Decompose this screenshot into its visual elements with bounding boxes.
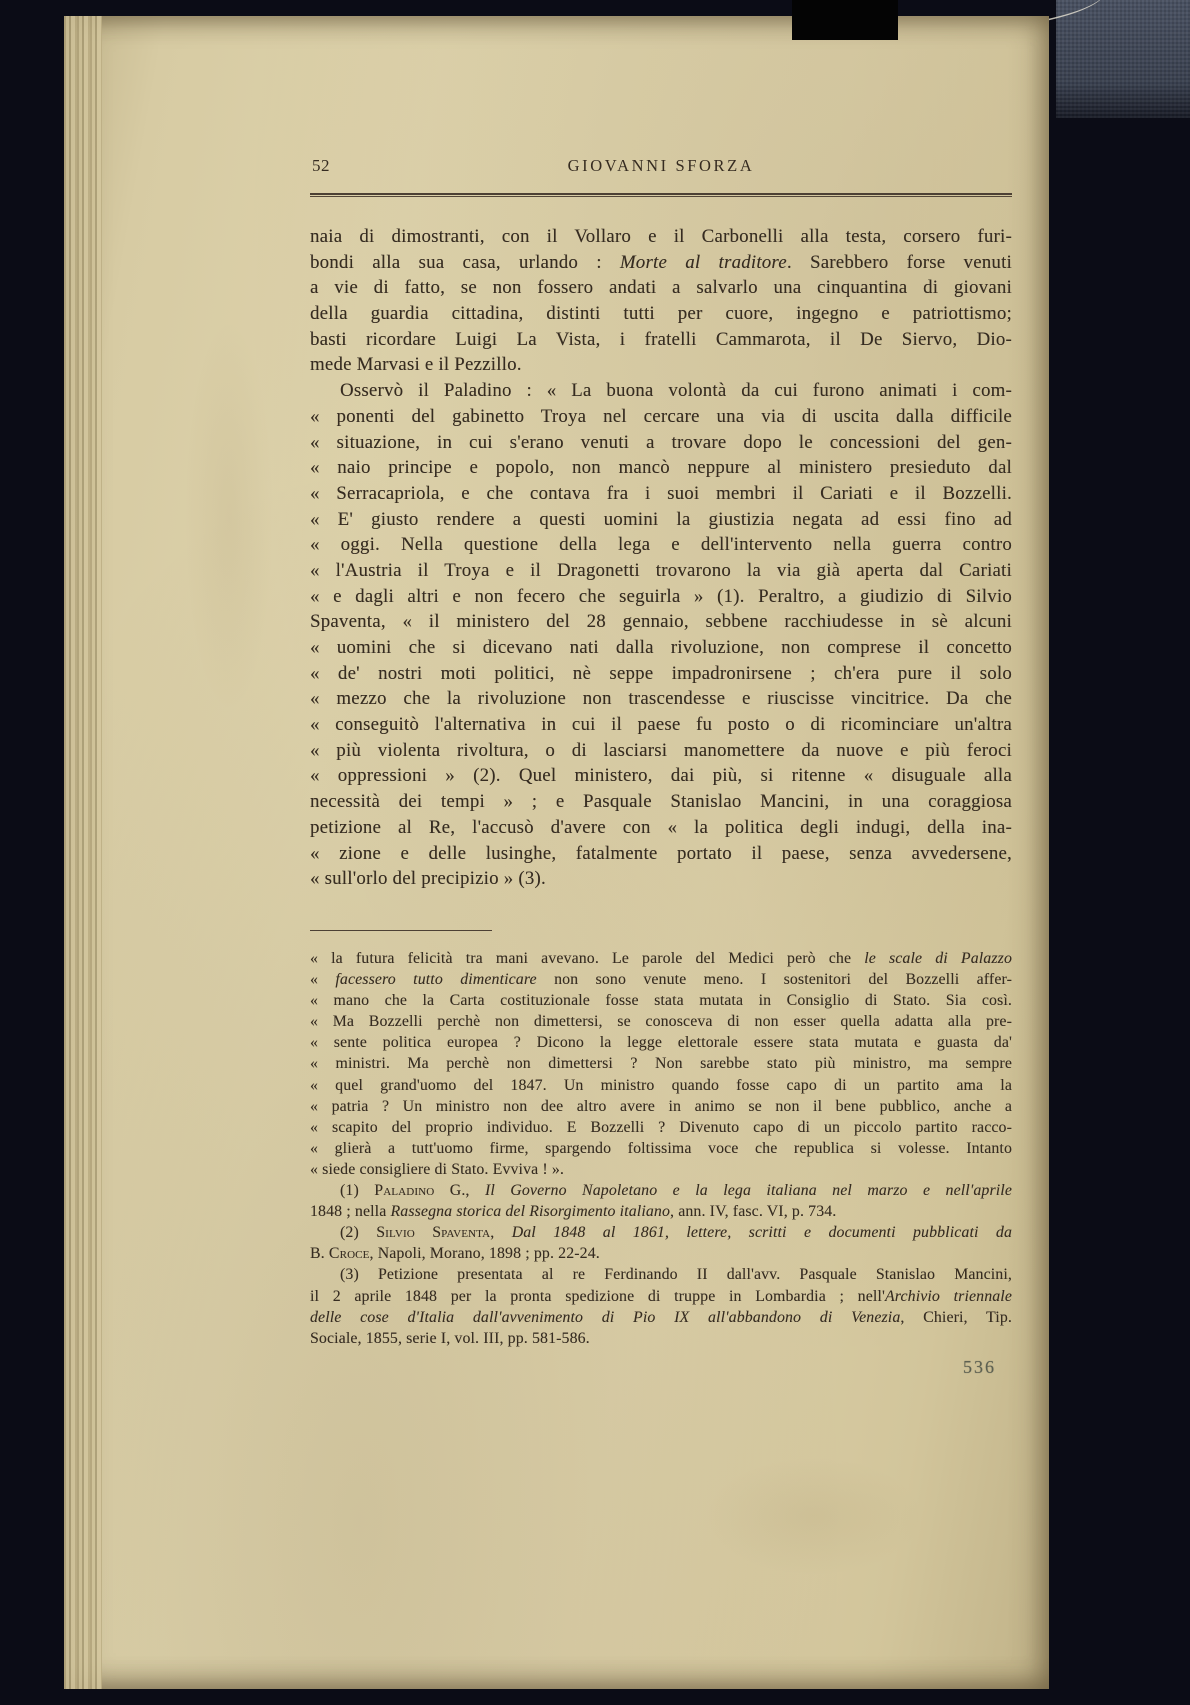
text-line: « zione e delle lusinghe, fatalmente portato il paese, senza avvedersene, xyxy=(310,842,1012,864)
small-caps-text: Silvio Spaventa xyxy=(376,1224,491,1242)
book-cover-cloth xyxy=(1056,0,1190,118)
paper-stain xyxy=(184,316,274,716)
text-line: Sociale, 1855, serie I, vol. III, pp. 581-586. xyxy=(310,1329,590,1347)
text-line: « siede consigliere di Stato. Evviva ! ». xyxy=(310,1160,565,1178)
text-line: « de' nostri moti politici, nè seppe impadronirsene ; ch'era pure il solo xyxy=(310,662,1012,684)
book-page xyxy=(64,16,1049,1689)
text-line: « patria ? Un ministro non dee altro avere in animo se non il bene pubblico, anche a xyxy=(310,1097,1012,1115)
text-line: « e dagli altri e non fecero che seguirla » (1). Peraltro, a giudizio di Silvio xyxy=(310,585,1012,607)
text-line: « mezzo che la rivoluzione non trascendesse e riuscisse vincitrice. Da che xyxy=(310,688,1012,710)
small-caps-text: Croce xyxy=(328,1245,370,1263)
text-line: naia di dimostranti, con il Vollaro e il Carbonelli alla testa, corsero furi- xyxy=(310,226,1012,247)
text-line: « scapito del proprio individuo. E Bozzelli ? Divenuto capo di un piccolo partito racco- xyxy=(310,1118,1012,1136)
page-header xyxy=(310,156,1012,180)
text-line: « oppressioni » (2). Quel ministero, dai più, si ritenne « disuguale alla xyxy=(310,765,1012,787)
paper-stain xyxy=(704,1456,924,1576)
text-line: « naio principe e popolo, non mancò neppure al ministero presieduto dal xyxy=(310,457,1012,479)
text-line: petizione al Re, l'accusò d'avere con « la politica degli indugi, della ina- xyxy=(310,816,1012,838)
text-line: « glierà a tutt'uomo firme, spargendo foltissima voce che republica si volesse. Intanto xyxy=(310,1139,1012,1157)
text-line: « uomini che si dicevano nati dalla rivoluzione, non comprese il concetto xyxy=(310,637,1012,658)
text-line: « conseguitò l'alternativa in cui il paese fu posto o di ricominciare un'altra xyxy=(310,714,1012,736)
text-line: « ministri. Ma perchè non dimettersi ? Non sarebbe stato più ministro, ma sempre xyxy=(310,1055,1012,1073)
text-line: mede Marvasi e il Pezzillo. xyxy=(310,354,522,376)
header-rule xyxy=(310,193,1012,197)
italic-text: le scale di Palazzo xyxy=(864,950,1012,967)
italic-text: Dal 1848 al 1861, lettere, scritti e documenti pubblicati da xyxy=(511,1224,1012,1242)
folio-stamp: 536 xyxy=(963,1357,996,1377)
text-line: « situazione, in cui s'erano venuti a trovare dopo le concessioni del gen- xyxy=(310,431,1012,453)
text-line: il 2 aprile 1848 per la pronta spedizione di truppe in Lombardia ; nell'Archivio triennale xyxy=(310,1287,1012,1305)
italic-text: facessero tutto dimenticare xyxy=(335,971,537,989)
text-line: « ponenti del gabinetto Troya nel cercare una via di uscita dalla difficile xyxy=(310,405,1012,427)
text-line: « più violenta rivoltura, o di lasciarsi manomettere da nuove e più feroci xyxy=(310,739,1012,761)
dark-corner-patch xyxy=(792,0,898,40)
text-line: « sull'orlo del precipizio » (3). xyxy=(310,868,546,890)
text-line: delle cose d'Italia dall'avvenimento di Pio IX all'abbandono di Venezia, Chieri, Tip. xyxy=(310,1308,1012,1326)
footnote-text xyxy=(310,950,1012,1351)
text-line: della guardia cittadina, distinti tutti per cuore, ingegno e patriottismo; xyxy=(310,303,1012,325)
text-line: « facessero tutto dimenticare non sono venute meno. I sostenitori del Bozzelli affer- xyxy=(310,971,1012,989)
italic-text: Archivio triennale xyxy=(884,1287,1012,1305)
text-line: « l'Austria il Troya e il Dragonetti trovarono la via già aperta dal Cariati xyxy=(310,559,1012,581)
text-line: B. Croce, Napoli, Morano, 1898 ; pp. 22-24. xyxy=(310,1245,600,1263)
text-line: (1) Paladino G., Il Governo Napoletano e la lega italiana nel marzo e nell'aprile xyxy=(340,1182,1012,1200)
text-line: Osservò il Paladino : « La buona volontà da cui furono animati i com- xyxy=(340,380,1012,402)
text-line: « oggi. Nella questione della lega e dell'intervento nella guerra contro xyxy=(310,534,1012,556)
italic-text: Morte al traditore xyxy=(619,251,787,273)
text-line: « quel grand'uomo del 1847. Un ministro quando fosse capo di un partito ama la xyxy=(310,1076,1012,1094)
text-line: « la futura felicità tra mani avevano. Le parole del Medici però che le scale di Palazzo xyxy=(310,950,1012,967)
running-title: GIOVANNI SFORZA xyxy=(567,156,755,175)
body-text xyxy=(310,226,1012,894)
small-caps-text: Paladino xyxy=(374,1182,435,1200)
text-line: basti ricordare Luigi La Vista, i fratelli Cammarota, il De Siervo, Dio- xyxy=(310,328,1012,350)
italic-text: Rassegna storica del Risorgimento italiano xyxy=(390,1203,670,1221)
text-line: a vie di fatto, se non fossero andati a salvarlo una cinquantina di giovani xyxy=(310,277,1012,299)
page-edge-stack xyxy=(64,16,102,1689)
footnote-separator xyxy=(310,930,492,931)
text-line: 1848 ; nella Rassegna storica del Risorgimento italiano, ann. IV, fasc. VI, p. 734. xyxy=(310,1203,837,1221)
text-line: « sente politica europea ? Dicono la legge elettorale essere stata mutata e guasta da' xyxy=(310,1034,1012,1052)
text-line: « E' giusto rendere a questi uomini la giustizia negata ad essi fino ad xyxy=(310,508,1012,530)
italic-text: delle cose d'Italia dall'avvenimento di Pio IX all'abbandono di Venezia xyxy=(310,1308,901,1326)
text-line: « Ma Bozzelli perchè non dimettersi, se conosceva di non esser quella adatta alla pre- xyxy=(310,1013,1012,1031)
text-line: bondi alla sua casa, urlando : Morte al traditore. Sarebbero forse venuti xyxy=(310,251,1012,273)
italic-text: Il Governo Napoletano e la lega italiana nel marzo e nell'aprile xyxy=(484,1182,1012,1200)
text-line: Spaventa, « il ministero del 28 gennaio, sebbene racchiudesse in sè alcuni xyxy=(310,611,1012,633)
text-line: (2) Silvio Spaventa, Dal 1848 al 1861, lettere, scritti e documenti pubblicati da xyxy=(340,1224,1012,1242)
text-line: (3) Petizione presentata al re Ferdinando II dall'avv. Pasquale Stanislao Mancini, xyxy=(340,1266,1012,1284)
text-line: « Serracapriola, e che contava fra i suoi membri il Cariati e il Bozzelli. xyxy=(310,482,1012,504)
text-line: necessità dei tempi » ; e Pasquale Stanislao Mancini, in una coraggiosa xyxy=(310,791,1012,813)
text-line: « mano che la Carta costituzionale fosse stata mutata in Consiglio di Stato. Sia così. xyxy=(310,992,1012,1010)
page-number: 52 xyxy=(312,156,330,175)
